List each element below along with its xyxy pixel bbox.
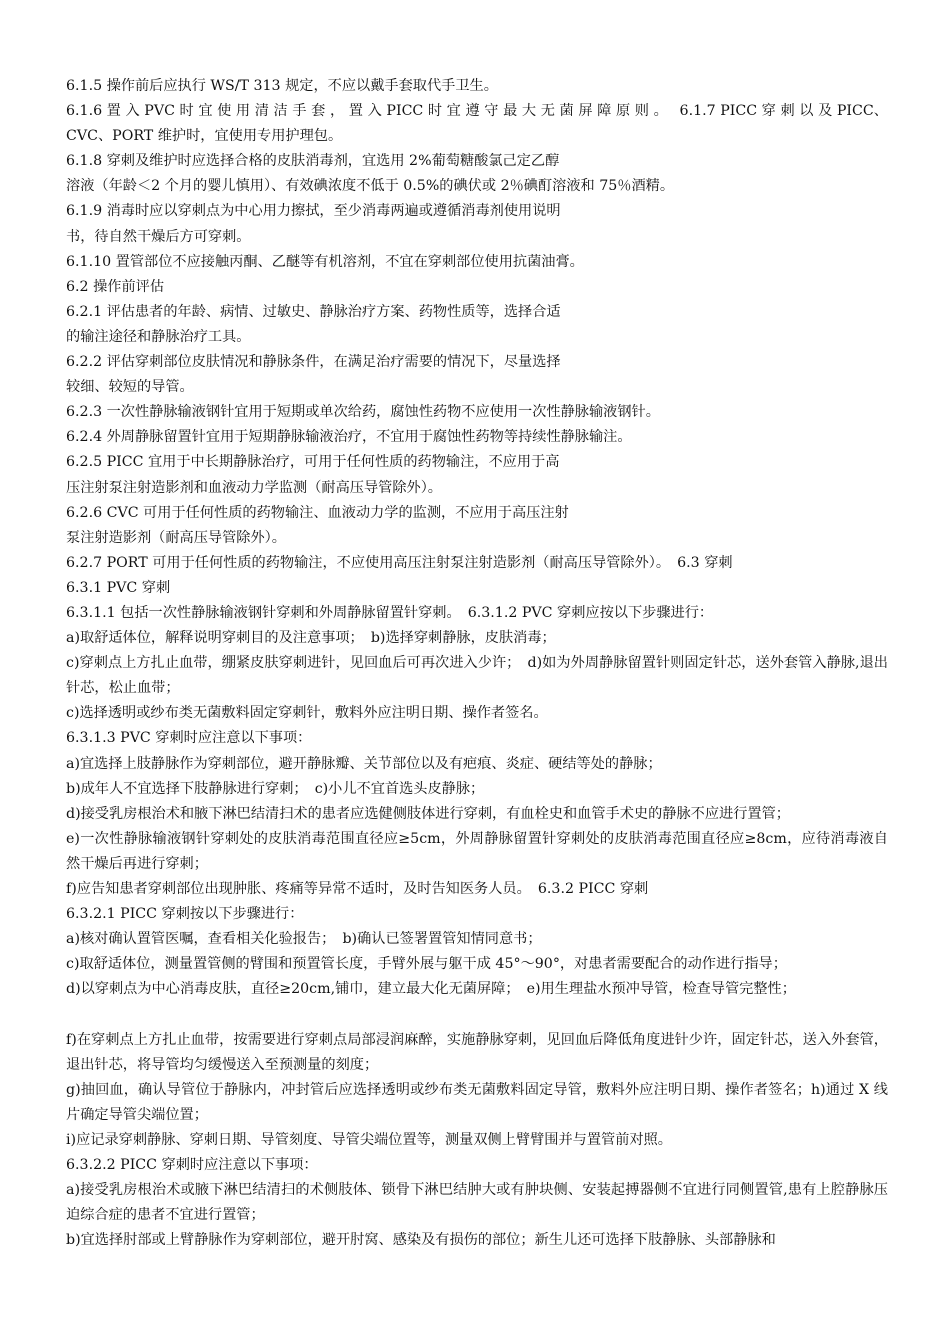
list-item: c)穿刺点上方扎止血带，绷紧皮肤穿刺进针，见回血后可再次进入少许； d)如为外周静脉留置针则固定针芯，送外套管入静脉,退出针芯，松止血带； — [66, 655, 888, 697]
text-line: 的输注途径和静脉治疗工具。 — [66, 328, 251, 345]
list-item: c)取舒适体位，测量置管侧的臂围和预置管长度，手臂外展与躯干成 45°～90°，对患者需要配合的动作进行指导； — [66, 956, 787, 973]
text-line: 6.3.2.1 PICC 穿刺按以下步骤进行： — [66, 906, 304, 923]
text-line: 6.1.9 消毒时应以穿刺点为中心用力擦拭，至少消毒两遍或遵循消毒剂使用说明 — [66, 203, 561, 220]
section-heading: 6.3.1 PVC 穿刺 — [66, 579, 171, 596]
text-line: 6.1.10 置管部位不应接触丙酮、乙醚等有机溶剂，不宜在穿刺部位使用抗菌油膏。 — [66, 253, 584, 270]
text-line: 6.1.5 操作前后应执行 WS/T 313 规定，不应以戴手套取代手卫生。 — [66, 78, 498, 94]
text-line: 6.3.1.3 PVC 穿刺时应注意以下事项： — [66, 730, 312, 747]
list-item: c)选择透明或纱布类无菌敷料固定穿刺针，敷料外应注明日期、操作者签名。 — [66, 705, 548, 722]
list-item: g)抽回血，确认导管位于静脉内，冲封管后应选择透明或纱布类无菌敷料固定导管，敷料外应注明日期、操作者签名；h)通过 X 线片确定导管尖端位置； — [66, 1081, 888, 1123]
text-line: 6.2.2 评估穿刺部位皮肤情况和静脉条件，在满足治疗需要的情况下，尽量选择 — [66, 354, 561, 371]
text-line: 6.3.1.1 包括一次性静脉输液钢针穿刺和外周静脉留置针穿刺。 6.3.1.2 PVC 穿刺应按以下步骤进行： — [66, 604, 714, 621]
text-line: 溶液（年龄＜2 个月的婴儿慎用）、有效碘浓度不低于 0.5%的碘伏或 2％碘酊溶液和 75％酒精。 — [66, 178, 675, 195]
text-line: 6.2.4 外周静脉留置针宜用于短期静脉输液治疗，不宜用于腐蚀性药物等持续性静脉输注。 — [66, 429, 632, 446]
text-line: 较细、较短的导管。 — [66, 379, 194, 396]
list-item: i)应记录穿刺静脉、穿刺日期、导管刻度、导管尖端位置等，测量双侧上臂臂围并与置管前对照。 — [66, 1131, 672, 1148]
text-line: 6.2.3 一次性静脉输液钢针宜用于短期或单次给药，腐蚀性药物不应使用一次性静脉输液钢针。 — [66, 404, 660, 421]
text-line: 6.3.2.2 PICC 穿刺时应注意以下事项： — [66, 1157, 318, 1174]
text-line: 6.2.5 PICC 宜用于中长期静脉治疗，可用于任何性质的药物输注，不应用于高 — [66, 454, 560, 471]
list-item: a)宜选择上肢静脉作为穿刺部位，避开静脉瓣、关节部位以及有疤痕、炎症、硬结等处的静脉； — [66, 755, 662, 772]
list-item: a)接受乳房根治术或腋下淋巴结清扫的术侧肢体、锁骨下淋巴结肿大或有肿块侧、安装起搏器侧不宜进行同侧置管,患有上腔静脉压迫综合症的患者不宜进行置管； — [66, 1182, 888, 1224]
text-line: 6.1.8 穿刺及维护时应选择合格的皮肤消毒剂，宜选用 2%葡萄糖酸氯己定乙醇 — [66, 153, 560, 170]
list-item: d)以穿刺点为中心消毒皮肤，直径≥20cm,铺巾，建立最大化无菌屏障； e)用生理盐水预冲导管，检查导管完整性； — [66, 981, 796, 998]
list-item: b)宜选择肘部或上臂静脉作为穿刺部位，避开肘窝、感染及有损伤的部位；新生儿还可选择下肢静脉、头部静脉和 — [66, 1232, 776, 1249]
text-line: 书，待自然干燥后方可穿刺。 — [66, 228, 251, 245]
text-line: 压注射泵注射造影剂和血液动力学监测（耐高压导管除外）。 — [66, 479, 442, 496]
text-line: 泵注射造影剂（耐高压导管除外）。 — [66, 529, 286, 546]
list-item: e)一次性静脉输液钢针穿刺处的皮肤消毒范围直径应≥5cm，外周静脉留置针穿刺处的皮肤消毒范围直径应≥8cm，应待消毒液自然干燥后再进行穿刺； — [66, 830, 888, 872]
text-line: 6.2.6 CVC 可用于任何性质的药物输注、血液动力学的监测，不应用于高压注射 — [66, 504, 569, 521]
document-page — [66, 74, 888, 1253]
list-item: f)应告知患者穿刺部位出现肿胀、疼痛等异常不适时，及时告知医务人员。 6.3.2 PICC 穿刺 — [66, 881, 649, 897]
list-item: f)在穿刺点上方扎止血带，按需要进行穿刺点局部浸润麻醉，实施静脉穿刺，见回血后降低角度进针少许，固定针芯，送入外套管，退出针芯，将导管均匀缓慢送入至预测量的刻度； — [66, 1031, 888, 1073]
text-line: 6.2.7 PORT 可用于任何性质的药物输注，不应使用高压注射泵注射造影剂（耐高压导管除外）。 6.3 穿刺 — [66, 554, 733, 571]
text-line: 6.2.1 评估患者的年龄、病情、过敏史、静脉治疗方案、药物性质等，选择合适 — [66, 303, 561, 320]
list-item: d)接受乳房根治术和腋下淋巴结清扫术的患者应选健侧肢体进行穿刺，有血栓史和血管手术史的静脉不应进行置管； — [66, 805, 790, 822]
text-paragraph: 6.1.6 置 入 PVC 时 宜 使 用 清 洁 手 套 ， 置 入 PICC 时 宜 遵 守 最 大 无 菌 屏 障 原 则 。 6.1.7 PICC 穿 刺 以 及 PICC、CVC、PORT 维护时，宜使用专用护理包。 — [66, 103, 888, 145]
list-item: a)核对确认置管医嘱，查看相关化验报告； b)确认已签署置管知情同意书； — [66, 931, 542, 948]
list-item: a)取舒适体位，解释说明穿刺目的及注意事项； b)选择穿刺静脉，皮肤消毒； — [66, 630, 556, 647]
section-heading: 6.2 操作前评估 — [66, 278, 165, 295]
list-item: b)成年人不宜选择下肢静脉进行穿刺； c)小儿不宜首选头皮静脉； — [66, 780, 485, 797]
blank-line — [66, 1002, 888, 1027]
